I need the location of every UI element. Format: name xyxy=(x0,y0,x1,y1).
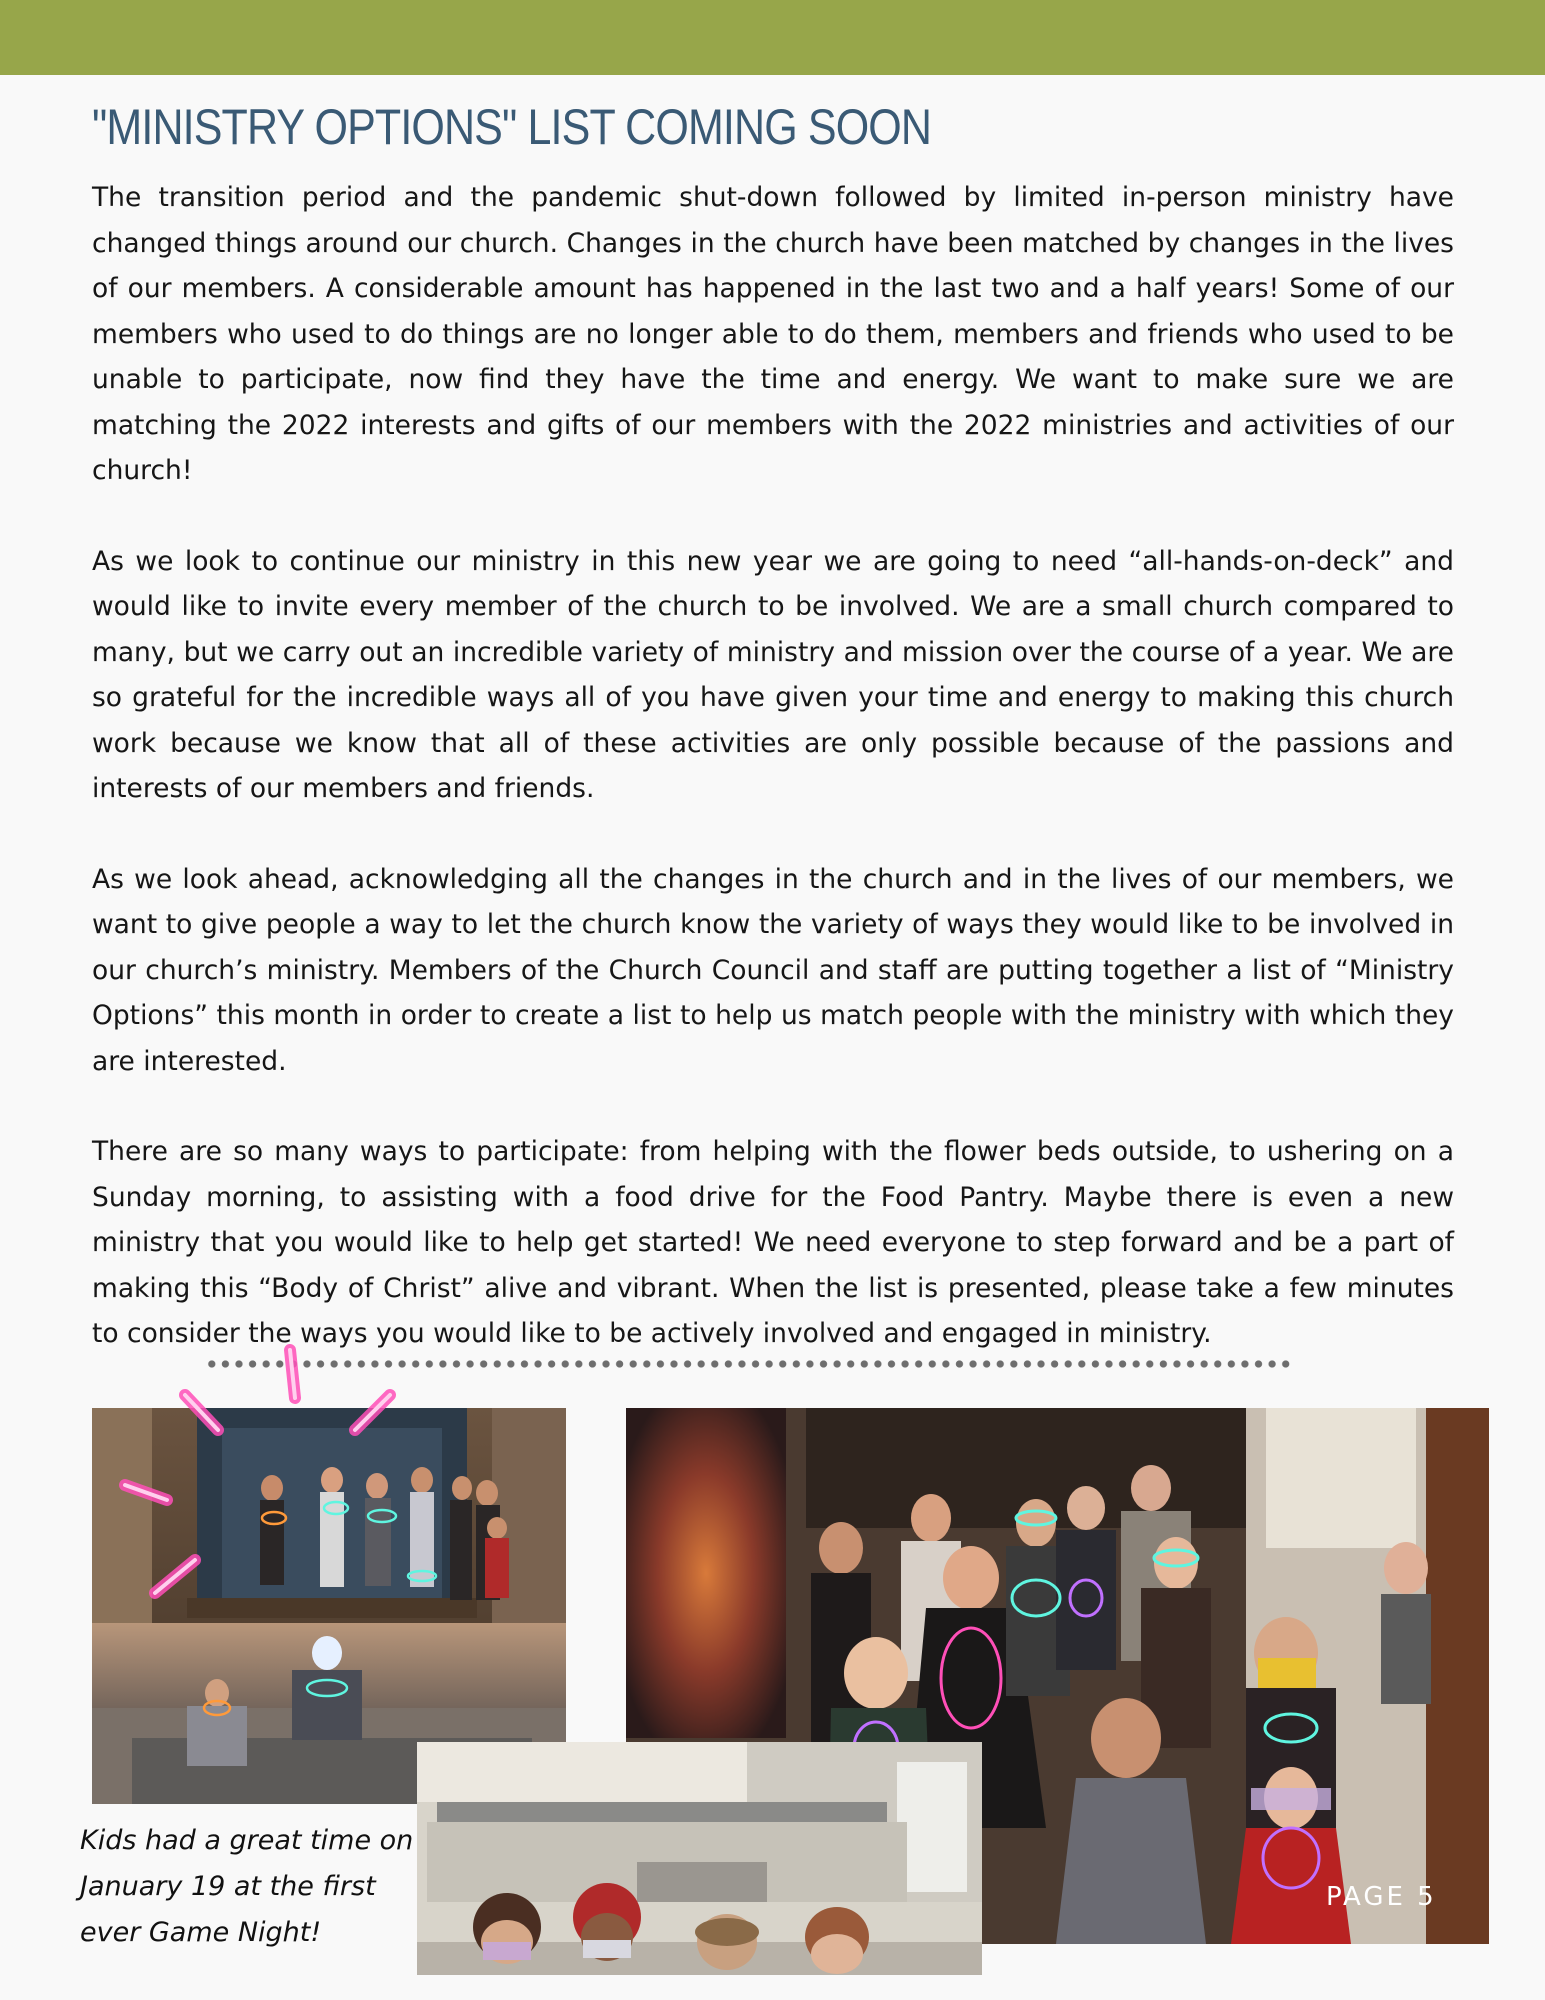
header-bar xyxy=(0,0,1545,75)
article-body xyxy=(92,175,1454,1402)
game-night-kitchen-photo xyxy=(417,1742,982,1975)
paragraph: As we look to continue our ministry in this new year we are going to need “all-hands-on-deck” and would like to invite every member of the church to be involved. We are a small church compared to many, but we carry out an incredible variety of ministry and mission over the course of a year. We are so grateful for the incredible ways all of you have given your time and energy to making this church work because we know that all of these activities are only possible because of the passions and interests of our members and friends. xyxy=(92,545,1454,804)
page-number: PAGE 5 xyxy=(1326,1882,1437,1912)
paragraph: There are so many ways to participate: from helping with the flower beds outside, to ushering on a Sunday morning, to assisting with a food drive for the Food Pantry. Maybe there is even a new ministry that you would like to help get started! We need everyone to step forward and be a part of making this “Body of Christ” alive and vibrant. When the list is presented, please take a few minutes to consider the ways you would like to be actively involved and engaged in ministry. xyxy=(92,1136,1454,1349)
photo-caption: Kids had a great time on January 19 at the first ever Game Night! xyxy=(80,1825,414,1948)
paragraph: As we look ahead, acknowledging all the changes in the church and in the lives of our members, we want to give people a way to let the church know the variety of ways they would like to be involved in our church’s ministry. Members of the Church Council and staff are putting together a list of “Ministry Options” this month in order to create a list to help us match people with the ministry with which they are interested. xyxy=(92,863,1454,1077)
page-title: "MINISTRY OPTIONS" LIST COMING SOON xyxy=(92,99,932,155)
dotted-divider xyxy=(205,1360,1295,1368)
paragraph: The transition period and the pandemic shut-down followed by limited in-person ministry have changed things around our church. Changes in the church have been matched by changes in the lives of our members. A considerable amount has happened in the last two and a half years! Some of our members who used to do things are no longer able to do them, members and friends who used to be unable to participate, now find they have the time and energy. We want to make sure we are matching the 2022 interests and gifts of our members with the 2022 ministries and activities of our church! xyxy=(92,182,1454,486)
